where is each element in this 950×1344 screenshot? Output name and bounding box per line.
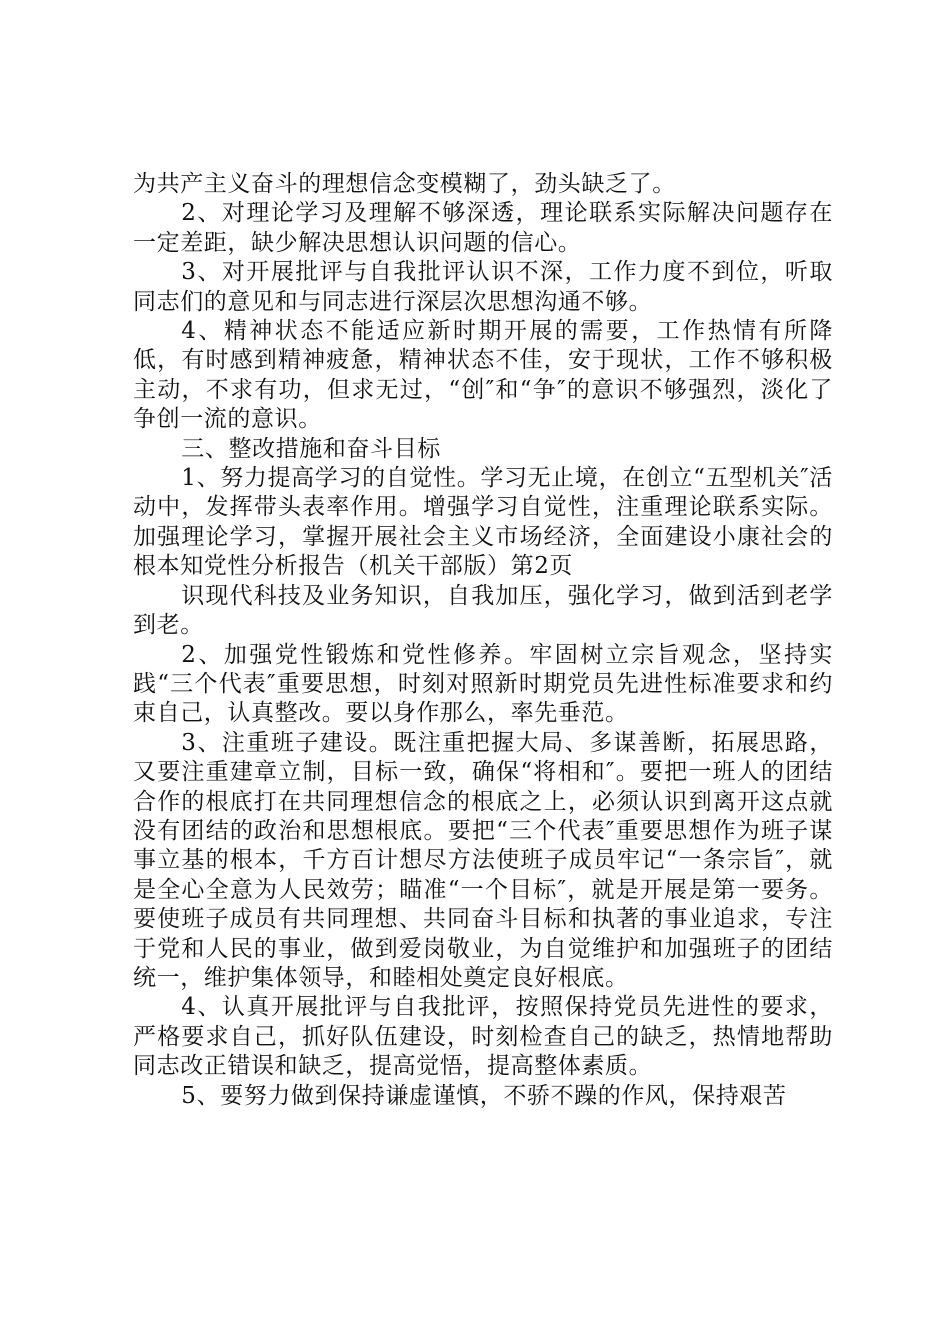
paragraph-item-3-criticism: 3、对开展批评与自我批评认识不深，工作力度不到位，听取同志们的意见和与同志进行深层次思想沟通不够。 — [133, 259, 833, 315]
paragraph-item-2-theory-study: 2、对理论学习及理解不够深透，理论联系实际解决问题存在一定差距，缺少解决思想认识问题的信心。 — [133, 200, 833, 256]
paragraph-measure-3-team-building: 3、注重班子建设。既注重把握大局、多谋善断，拓展思路，又要注重建章立制，目标一致，确保“将相和″。要把一班人的团结合作的根底打在共同理想信念的根底之上，必须认识到离开这点就没有团结的政治和思想根底。要把“三个代表″重要思想作为班子谋事立基的根本，千方百计想尽方法使班子成员牢记“一条宗旨″，就是全心全意为人民效劳；瞄准“一个目标″，就是开展是第一要务。要使班子成员有共同理想、共同奋斗目标和执著的事业追求，专注于党和人民的事业，做到爱岗敬业，为自觉维护和加强班子的团结统一，维护集体领导，和睦相处奠定良好根底。 — [133, 729, 833, 991]
paragraph-measure-2-party-spirit: 2、加强党性锻炼和党性修养。牢固树立宗旨观念，坚持实践“三个代表″重要思想，时刻对照新时期党员先进性标准要求和约束自己，认真整改。要以身作那么，率先垂范。 — [133, 641, 833, 727]
document-body — [133, 170, 833, 1111]
paragraph-measure-1-continued: 识现代科技及业务知识，自我加压，强化学习，做到活到老学到老。 — [133, 582, 833, 639]
section-heading-rectification: 三、整改措施和奋斗目标 — [181, 435, 441, 462]
paragraph-item-4-spirit: 4、精神状态不能适应新时期开展的需要，工作热情有所降低，有时感到精神疲惫，精神状态不佳，安于现状，工作不够积极主动，不求有功，但求无过，“创″和“争″的意识不够强烈，淡化了争创一流的意识。 — [133, 318, 833, 433]
paragraph-measure-5-modesty: 5、要努力做到保持谦虚谨慎，不骄不躁的作风，保持艰苦 — [181, 1082, 787, 1109]
paragraph-measure-4-self-criticism: 4、认真开展批评与自我批评，按照保持党员先进性的要求，严格要求自己，抓好队伍建设，时刻检查自己的缺乏，热情地帮助同志改正错误和缺乏，提高觉悟，提高整体素质。 — [133, 994, 833, 1080]
paragraph-measure-1-study: 1、努力提高学习的自觉性。学习无止境，在创立“五型机关″活动中，发挥带头表率作用。增强学习自觉性，注重理论联系实际。加强理论学习，掌握开展社会主义市场经济，全面建设小康社会的根本知党性分析报告（机关干部版）第2页 — [133, 465, 833, 580]
paragraph-continuation: 为共产主义奋斗的理想信念变模糊了，劲头缺乏了。 — [133, 171, 676, 197]
